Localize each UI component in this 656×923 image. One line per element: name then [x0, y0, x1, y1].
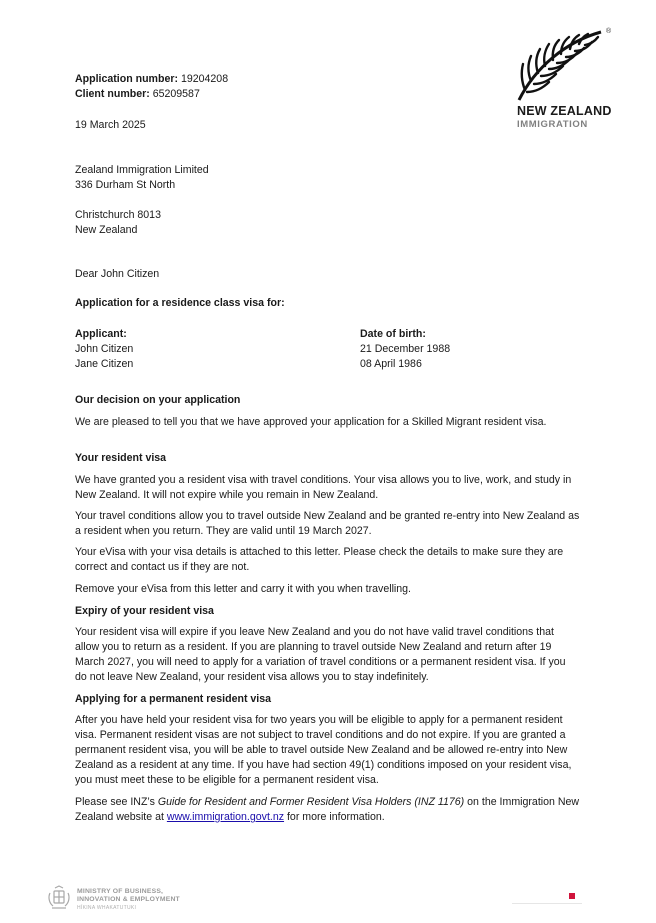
- nz-immigration-logo: [515, 28, 615, 132]
- address-line2: 336 Durham St North: [75, 179, 176, 191]
- ministry-name-line3: HĪKINA WHAKATUTUKI: [77, 905, 137, 911]
- resident-paragraph-1: We have granted you a resident visa with travel conditions. Your visa allows you to live, work, and study in New Zealand. It will not expire while you remain in New Zealand.: [75, 474, 572, 501]
- ministry-footer: [46, 885, 206, 915]
- ministry-name-line2: INNOVATION & EMPLOYMENT: [77, 896, 180, 903]
- ministry-name-line1: MINISTRY OF BUSINESS,: [77, 888, 164, 895]
- address-line1: Zealand Immigration Limited: [75, 164, 209, 176]
- footer-faint-line: [512, 903, 582, 904]
- decision-heading: Our decision on your application: [75, 394, 241, 406]
- logo-name-line2: IMMIGRATION: [517, 119, 588, 130]
- resident-paragraph-2: Your travel conditions allow you to travel outside New Zealand and be granted re-entry into New Zealand as a resident when you return. They are valid until 19 March 2027.: [75, 510, 580, 537]
- applicant-dob: 08 April 1986: [360, 358, 422, 370]
- guide-title: Guide for Resident and Former Resident Visa Holders (INZ 1176): [157, 796, 465, 808]
- applicant-dob: 21 December 1988: [360, 343, 451, 355]
- permanent-paragraph: After you have held your resident visa for two years you will be eligible to apply for a permanent resident visa. Permanent resident visas are not subject to travel conditions and do not expire. If you are granted a permanent resident visa, you will be able to travel outside New Zealand and be allowed re-entry into New Zealand as a resident at any time. If you have had section 49(1) conditions imposed on your resident visa, you must meet these to be eligible for a permanent resident visa.: [75, 714, 572, 786]
- applicant-name: John Citizen: [75, 343, 134, 355]
- decision-paragraph: We are pleased to tell you that we have approved your application for a Skilled Migrant resident visa.: [75, 416, 547, 428]
- letter-date: 19 March 2025: [75, 119, 146, 131]
- immigration-website-link[interactable]: www.immigration.govt.nz: [166, 811, 285, 823]
- applicant-label: Applicant:: [75, 328, 127, 340]
- closing-text-pre: Please see INZ’s: [75, 796, 158, 808]
- applicant-name: Jane Citizen: [75, 358, 134, 370]
- closing-text-post: for more information.: [284, 811, 385, 823]
- dob-label: Date of birth:: [360, 328, 426, 340]
- resident-paragraph-4: Remove your eVisa from this letter and carry it with you when travelling.: [75, 583, 412, 595]
- address-line3: Christchurch 8013: [75, 209, 161, 221]
- application-number-label: Application number:: [75, 73, 178, 85]
- permanent-heading: Applying for a permanent resident visa: [75, 693, 272, 705]
- resident-visa-heading: Your resident visa: [75, 452, 167, 464]
- footer-accent-mark: [569, 893, 575, 899]
- subject-line: Application for a residence class visa for:: [75, 297, 285, 309]
- client-number: 65209587: [152, 88, 200, 100]
- salutation: Dear John Citizen: [75, 268, 160, 280]
- registered-mark: ®: [606, 28, 612, 35]
- application-number: 19204208: [180, 73, 229, 85]
- application-number-line: [75, 72, 228, 87]
- address-line4: New Zealand: [75, 224, 138, 236]
- closing-text-mid: on the Immigration New Zealand website at: [75, 796, 580, 823]
- resident-paragraph-3: Your eVisa with your visa details is attached to this letter. Please check the details to make sure they are correct and contact us if they are not.: [75, 546, 564, 573]
- silver-fern-icon: [515, 28, 607, 102]
- closing-paragraph: [75, 795, 580, 825]
- expiry-heading: Expiry of your resident visa: [75, 605, 214, 617]
- expiry-paragraph: Your resident visa will expire if you leave New Zealand and you do not have valid travel conditions that allow you to return as a resident. If you are planning to travel outside New Zealand and return after 19 March 2027, you will need to apply for a variation of travel conditions or a permanent resident visa. If you do not leave New Zealand, your resident visa allows you to stay indefinitely.: [75, 626, 566, 683]
- coat-of-arms-icon: [46, 885, 72, 911]
- logo-name-line1: NEW ZEALAND: [517, 104, 612, 118]
- client-number-label: Client number:: [75, 88, 150, 100]
- client-number-line: [75, 87, 200, 102]
